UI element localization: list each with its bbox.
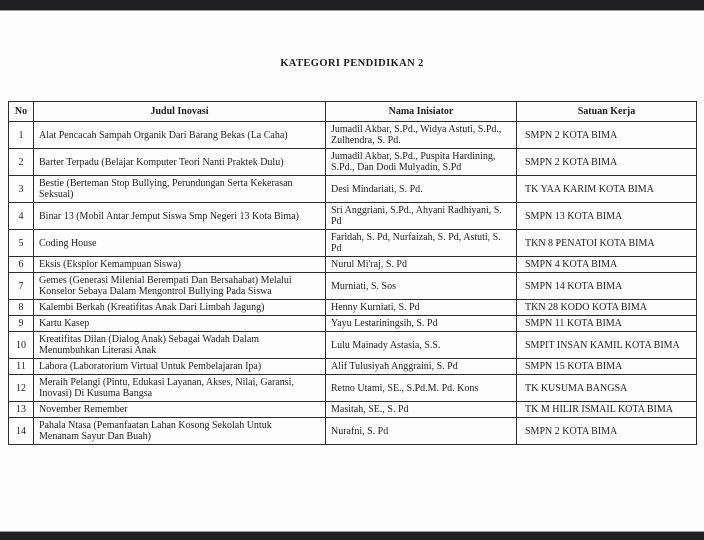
cell-satuan: SMPN 11 KOTA BIMA: [517, 316, 697, 332]
cell-no: 5: [9, 230, 34, 257]
cell-satuan: SMPN 2 KOTA BIMA: [517, 122, 697, 149]
table-row: [9, 375, 697, 402]
table-row: [9, 359, 697, 375]
table-row: [9, 176, 697, 203]
cell-no: 1: [9, 122, 34, 149]
cell-no: 7: [9, 273, 34, 300]
cell-judul: Bestie (Berteman Stop Bullying, Perundungan Serta Kekerasan Seksual): [34, 176, 326, 203]
cell-satuan: SMPN 2 KOTA BIMA: [517, 149, 697, 176]
cell-judul: Binar 13 (Mobil Antar Jemput Siswa Smp Negeri 13 Kota Bima): [34, 203, 326, 230]
cell-judul: Labora (Laboratorium Virtual Untuk Pembelajaran Ipa): [34, 359, 326, 375]
cell-judul: Pahala Ntasa (Pemanfaatan Lahan Kosong Sekolah Untuk Menanam Sayur Dan Buah): [34, 418, 326, 445]
table-row: [9, 332, 697, 359]
cell-nama: Murniati, S. Sos: [326, 273, 517, 300]
cell-nama: Nurul Mi'raj, S. Pd: [326, 257, 517, 273]
table-row: [9, 418, 697, 445]
cell-judul: Barter Terpadu (Belajar Komputer Teori Nanti Praktek Dulu): [34, 149, 326, 176]
cell-nama: Jumadil Akbar, S.Pd., Widya Astuti, S.Pd., Zulhendra, S. Pd.: [326, 122, 517, 149]
table-row: [9, 300, 697, 316]
cell-judul: November Remember: [34, 402, 326, 418]
cell-satuan: SMPN 15 KOTA BIMA: [517, 359, 697, 375]
table-row: [9, 230, 697, 257]
cell-nama: Henny Kurniati, S. Pd: [326, 300, 517, 316]
cell-satuan: TK M HILIR ISMAIL KOTA BIMA: [517, 402, 697, 418]
cell-nama: Lulu Mainady Astasia, S.S.: [326, 332, 517, 359]
cell-nama: Jumadil Akbar, S.Pd., Puspita Hardining, S.Pd., Dan Dodi Mulyadin, S.Pd: [326, 149, 517, 176]
cell-no: 2: [9, 149, 34, 176]
letterbox-bottom-bar: [0, 531, 704, 540]
table-body: [9, 122, 697, 445]
cell-no: 12: [9, 375, 34, 402]
column-header-satuan: Satuan Kerja: [517, 102, 697, 122]
column-header-no: No: [9, 102, 34, 122]
cell-satuan: SMPN 13 KOTA BIMA: [517, 203, 697, 230]
cell-nama: Desi Mindariati, S. Pd.: [326, 176, 517, 203]
column-header-nama: Nama Inisiator: [326, 102, 517, 122]
cell-no: 9: [9, 316, 34, 332]
cell-satuan: TK KUSUMA BANGSA: [517, 375, 697, 402]
cell-nama: Faridah, S. Pd, Nurfaizah, S. Pd, Astuti, S. Pd: [326, 230, 517, 257]
cell-nama: Retno Utami, SE., S.Pd.M. Pd. Kons: [326, 375, 517, 402]
table-row: [9, 203, 697, 230]
cell-judul: Meraih Pelangi (Pintu, Edukasi Layanan, Akses, Nilai, Garansi, Inovasi) Di Kusuma Bangsa: [34, 375, 326, 402]
table-row: [9, 122, 697, 149]
cell-no: 6: [9, 257, 34, 273]
cell-judul: Alat Pencacah Sampah Organik Dari Barang Bekas (La Caha): [34, 122, 326, 149]
page-title: KATEGORI PENDIDIKAN 2: [280, 58, 424, 69]
cell-no: 14: [9, 418, 34, 445]
cell-satuan: SMPN 4 KOTA BIMA: [517, 257, 697, 273]
cell-nama: Nurafni, S. Pd: [326, 418, 517, 445]
table-row: [9, 257, 697, 273]
table-row: [9, 149, 697, 176]
cell-judul: Kreatifitas Dilan (Dialog Anak) Sebagai Wadah Dalam Menumbuhkan Literasi Anak: [34, 332, 326, 359]
table-header: [9, 102, 697, 122]
cell-no: 4: [9, 203, 34, 230]
letterbox-top-bar: [0, 0, 704, 11]
table-row: [9, 273, 697, 300]
cell-judul: Kalembi Berkah (Kreatifitas Anak Dari Limbah Jagung): [34, 300, 326, 316]
cell-judul: Gemes (Generasi Milenial Berempati Dan Bersahabat) Melalui Konselor Sebaya Dalam Mengontrol Bullying Pada Siswa: [34, 273, 326, 300]
cell-no: 13: [9, 402, 34, 418]
cell-nama: Alif Tulusiyah Anggraini, S. Pd: [326, 359, 517, 375]
cell-satuan: SMPN 2 KOTA BIMA: [517, 418, 697, 445]
column-header-judul: Judul Inovasi: [34, 102, 326, 122]
cell-satuan: SMPN 14 KOTA BIMA: [517, 273, 697, 300]
cell-satuan: TKN 8 PENATOI KOTA BIMA: [517, 230, 697, 257]
cell-satuan: SMPIT INSAN KAMIL KOTA BIMA: [517, 332, 697, 359]
cell-no: 8: [9, 300, 34, 316]
cell-judul: Eksis (Eksplor Kemampuan Siswa): [34, 257, 326, 273]
cell-satuan: TKN 28 KODO KOTA BIMA: [517, 300, 697, 316]
table-header-row: [9, 102, 697, 122]
cell-no: 10: [9, 332, 34, 359]
table-row: [9, 402, 697, 418]
cell-no: 11: [9, 359, 34, 375]
cell-satuan: TK YAA KARIM KOTA BIMA: [517, 176, 697, 203]
innovation-table: [8, 101, 697, 445]
cell-nama: Sri Anggriani, S.Pd., Ahyani Radhiyani, S. Pd: [326, 203, 517, 230]
cell-no: 3: [9, 176, 34, 203]
cell-nama: Yayu Lestariningsih, S. Pd: [326, 316, 517, 332]
cell-judul: Kartu Kasep: [34, 316, 326, 332]
cell-judul: Coding House: [34, 230, 326, 257]
table-row: [9, 316, 697, 332]
cell-nama: Masitah, SE., S. Pd: [326, 402, 517, 418]
